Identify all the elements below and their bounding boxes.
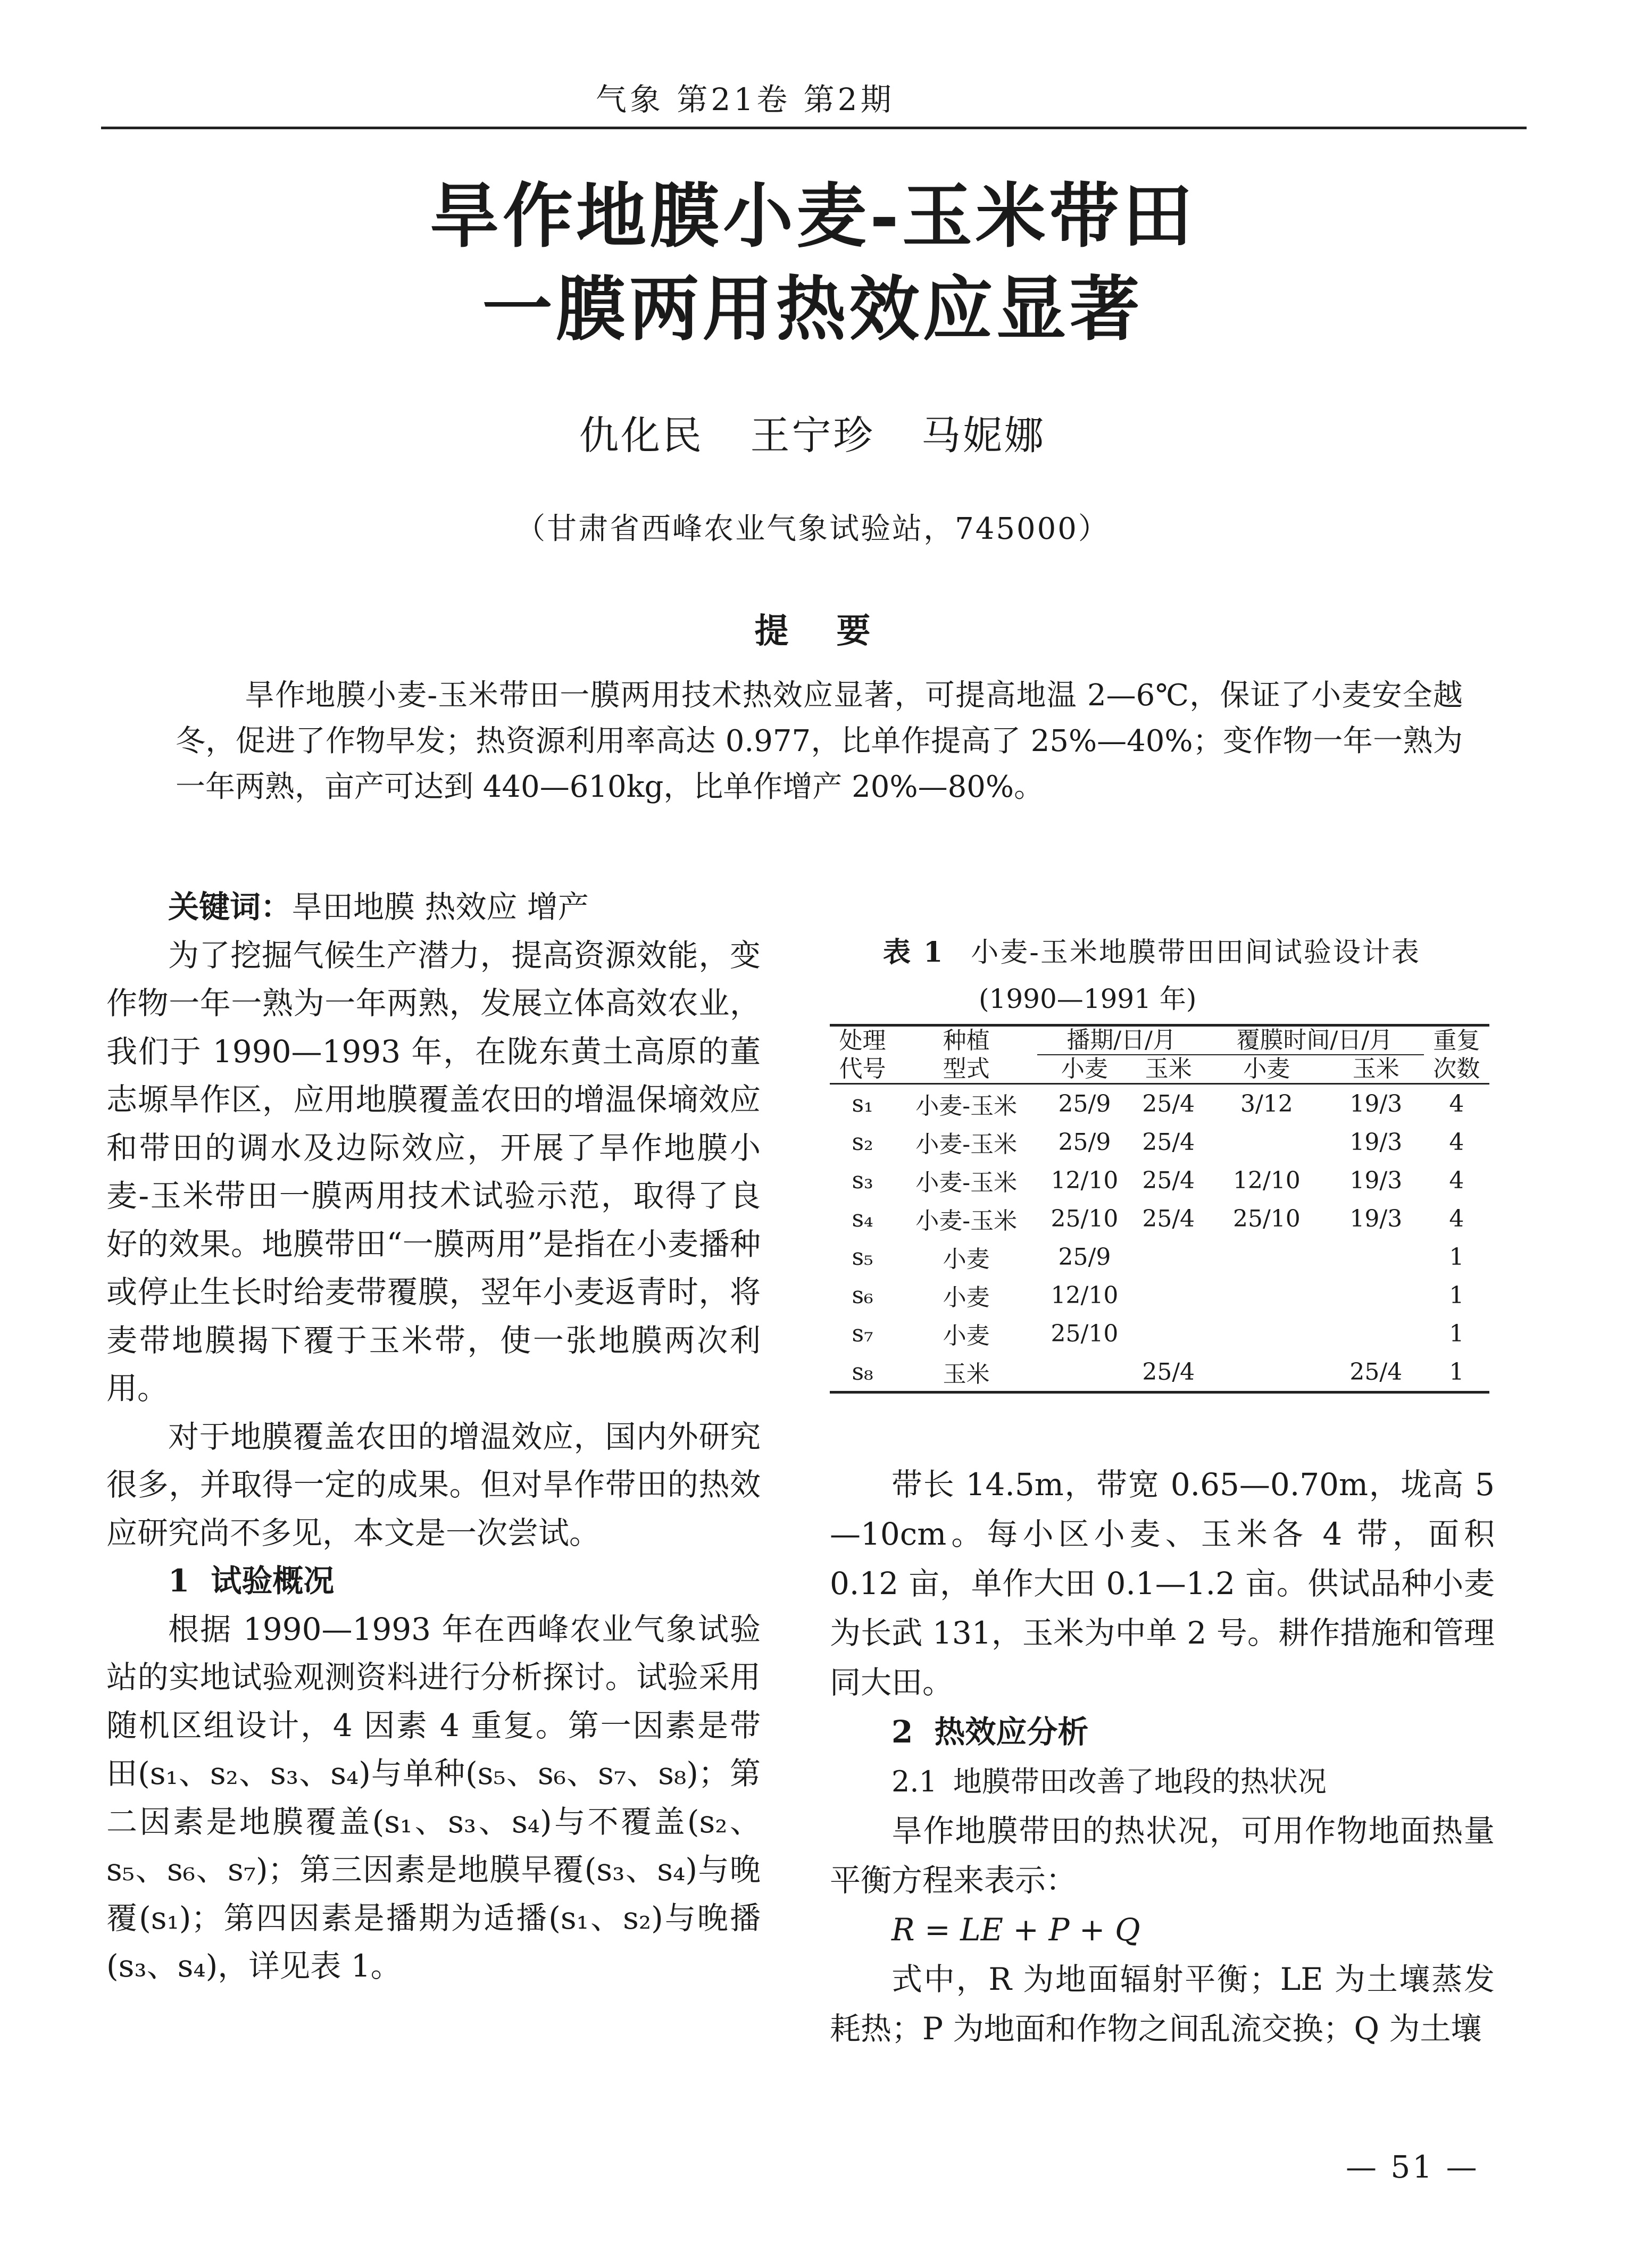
- cell-code: s₃: [852, 1166, 873, 1194]
- table-number: 表 1: [883, 936, 945, 969]
- title-line-1: 旱作地膜小麦-玉米带田: [429, 175, 1196, 257]
- table-header-row-2: [830, 1055, 1489, 1084]
- section-2-heading: [830, 1707, 1495, 1757]
- cell-reps: 1: [1424, 1353, 1489, 1393]
- abstract-heading: 提要: [754, 611, 919, 651]
- cell-type: 小麦-玉米: [915, 1207, 1018, 1235]
- heat-balance-intro: 旱作地膜带田的热状况，可用作物地面热量平衡方程来表示：: [830, 1813, 1495, 1898]
- keywords: 旱田地膜 热效应 增产: [291, 889, 589, 925]
- cell-reps: 4: [1449, 1128, 1464, 1156]
- section-1-paragraph: 根据 1990—1993 年在西峰农业气象试验站的实地试验观测资料进行分析探讨。试验采用随机区组设计，4 因素 4 重复。第一因素是带田(s₁、s₂、s₃、s₄)与单种(s₅、s₆、s₇、s₈)；第二因素是地膜覆盖(s₁、s₃、s₄)与不覆盖(s₂、s₅、s₆、s₇)；第三因素是地膜早覆(s₃、s₄)与晚覆(s₁)；第四因素是播期为适播(s₁、s₂)与晚播(s₃、s₄)，详见表 1。: [106, 1611, 761, 1984]
- cell-cover-wheat: 3/12: [1240, 1090, 1293, 1118]
- cell-reps: 1: [1449, 1243, 1464, 1271]
- header-reps-2: 次数: [1424, 1055, 1489, 1084]
- heat-balance-equation: R = LE + P + Q: [891, 1912, 1140, 1948]
- cell-cover-maize: [1328, 1276, 1424, 1314]
- table-row: [830, 1161, 1489, 1199]
- header-sow-maize: 玉米: [1132, 1055, 1205, 1084]
- cell-type: 小麦: [943, 1246, 990, 1273]
- cell-code: s₈: [830, 1353, 895, 1393]
- section-1-title: 试验概况: [211, 1563, 335, 1599]
- header-rule: [101, 127, 1527, 129]
- header-mulching-date: 覆膜时间/日/月: [1205, 1025, 1424, 1055]
- cell-cover-wheat: [1205, 1276, 1328, 1314]
- cell-code: s₅: [852, 1243, 873, 1271]
- design-table: [830, 1024, 1489, 1394]
- cell-cover-maize: 25/4: [1328, 1353, 1424, 1393]
- header-type-2: 型式: [895, 1055, 1037, 1084]
- table-row: [830, 1353, 1489, 1393]
- subsection-2-1-heading: [830, 1757, 1495, 1806]
- cell-reps: 4: [1449, 1205, 1464, 1232]
- cell-type: 小麦-玉米: [915, 1131, 1018, 1158]
- page-number: — 51 —: [1346, 2149, 1479, 2185]
- keywords-label: 关键词：: [168, 889, 292, 925]
- cell-cover-wheat: [1205, 1123, 1328, 1161]
- cell-sow-maize: 25/4: [1132, 1353, 1205, 1393]
- cell-sow-maize: 25/4: [1142, 1090, 1195, 1118]
- cell-sow-maize: [1132, 1238, 1205, 1276]
- table-year-range: (1990—1991 年): [979, 983, 1197, 1014]
- affiliation: （甘肃省西峰农业气象试验站，745000）: [515, 512, 1110, 546]
- cell-cover-wheat: [1205, 1314, 1328, 1353]
- cell-code: s₆: [852, 1281, 873, 1309]
- cell-cover-maize: [1328, 1314, 1424, 1353]
- header-code-2: 代号: [830, 1055, 895, 1084]
- cell-code: s₁: [852, 1090, 873, 1118]
- intro-paragraph-1: 为了挖掘气候生产潜力，提高资源效能，变作物一年一熟为一年两熟，发展立体高效农业，我们于 1990—1993 年，在陇东黄土高原的董志塬旱作区，应用地膜覆盖农田的增温保墒效应和带田的调水及边际效应，开展了旱作地膜小麦-玉米带田一膜两用技术试验示范，取得了良好的效果。地膜带田“一膜两用”是指在小麦播种或停止生长时给麦带覆膜，翌年小麦返青时，将麦带地膜揭下覆于玉米带，使一张地膜两次利用。: [106, 937, 761, 1406]
- cell-sow-maize: 25/4: [1142, 1205, 1195, 1232]
- table-row: [830, 1276, 1489, 1314]
- cell-type: 小麦: [943, 1322, 990, 1349]
- running-head: 气象 第21卷 第2期: [596, 81, 895, 118]
- cell-sow-wheat: 12/10: [1051, 1281, 1119, 1309]
- cell-cover-maize: 19/3: [1349, 1090, 1403, 1118]
- cell-type: 小麦-玉米: [915, 1169, 1018, 1196]
- header-sow-wheat: 小麦: [1037, 1055, 1131, 1084]
- plot-description: 带长 14.5m，带宽 0.65—0.70m，垅高 5—10cm。每小区小麦、玉米各 4 带，面积 0.12 亩，单作大田 0.1—1.2 亩。供试品种小麦为长武 131，玉米为中单 2 号。耕作措施和管理同大田。: [830, 1466, 1495, 1700]
- cell-sow-maize: [1132, 1276, 1205, 1314]
- title-line-2: 一膜两用热效应显著: [482, 268, 1143, 351]
- table-row: [830, 1314, 1489, 1353]
- intro-paragraph-2: 对于地膜覆盖农田的增温效应，国内外研究很多，并取得一定的成果。但对旱作带田的热效应研究尚不多见，本文是一次尝试。: [106, 1418, 761, 1551]
- table-header-row-1: [830, 1025, 1489, 1055]
- subsection-2-1-number: 2.1: [891, 1765, 937, 1798]
- cell-sow-wheat: 25/9: [1058, 1090, 1111, 1118]
- cell-cover-maize: 19/3: [1349, 1128, 1403, 1156]
- cell-reps: 1: [1449, 1320, 1464, 1347]
- right-column: [830, 1460, 1495, 2054]
- keywords-line: [106, 883, 761, 931]
- authors: 仇化民 王宁珍 马妮娜: [579, 413, 1046, 458]
- cell-cover-maize: 19/3: [1349, 1166, 1403, 1194]
- table-row: [830, 1123, 1489, 1161]
- cell-code: s₄: [852, 1205, 873, 1232]
- header-cover-maize: 玉米: [1328, 1055, 1424, 1084]
- cell-sow-wheat: 25/10: [1051, 1205, 1119, 1232]
- header-reps-1: 重复: [1433, 1027, 1480, 1054]
- cell-cover-maize: 19/3: [1349, 1205, 1403, 1232]
- left-column: [106, 883, 761, 1990]
- subsection-2-1-title: 地膜带田改善了地段的热状况: [953, 1765, 1327, 1798]
- cell-sow-wheat: 25/10: [1051, 1320, 1119, 1347]
- cell-type: 小麦: [943, 1284, 990, 1311]
- section-2-number: 2: [891, 1714, 913, 1750]
- header-sowing-date: 播期/日/月: [1037, 1025, 1205, 1055]
- section-2-title: 热效应分析: [934, 1714, 1089, 1750]
- cell-reps: 4: [1449, 1166, 1464, 1194]
- cell-cover-maize: [1328, 1238, 1424, 1276]
- equation-explanation: 式中，R 为地面辐射平衡；LE 为土壤蒸发耗热；P 为地面和作物之间乱流交换；Q 为土壤: [830, 1961, 1495, 2047]
- section-1-number: 1: [168, 1563, 190, 1599]
- cell-sow-wheat: 25/9: [1058, 1243, 1111, 1271]
- cell-cover-wheat: [1205, 1238, 1328, 1276]
- cell-sow-wheat: [1037, 1353, 1131, 1393]
- abstract-text: 旱作地膜小麦-玉米带田一膜两用技术热效应显著，可提高地温 2—6℃，保证了小麦安全越冬，促进了作物早发；热资源利用率高达 0.977，比单作提高了 25%—40%；变作物一年一熟为一年两熟，亩产可达到 440—610kg，比单作增产 20%—80%。: [176, 678, 1463, 804]
- header-type-1: 种植: [943, 1027, 990, 1054]
- cell-cover-wheat: 25/10: [1232, 1205, 1301, 1232]
- table-row: [830, 1199, 1489, 1238]
- cell-reps: 4: [1449, 1090, 1464, 1118]
- cell-sow-wheat: 12/10: [1051, 1166, 1119, 1194]
- header-cover-wheat: 小麦: [1205, 1055, 1328, 1084]
- cell-code: s₂: [852, 1128, 873, 1156]
- table-row: [830, 1238, 1489, 1276]
- cell-cover-wheat: [1205, 1353, 1328, 1393]
- cell-code: s₇: [852, 1320, 873, 1347]
- cell-sow-maize: [1132, 1314, 1205, 1353]
- section-1-heading: [106, 1557, 761, 1605]
- cell-type: 玉米: [895, 1353, 1037, 1393]
- cell-sow-maize: 25/4: [1142, 1166, 1195, 1194]
- table-title: 小麦-玉米地膜带田田间试验设计表: [971, 937, 1421, 969]
- cell-cover-wheat: 12/10: [1232, 1166, 1301, 1194]
- cell-type: 小麦-玉米: [915, 1093, 1018, 1120]
- cell-sow-maize: 25/4: [1142, 1128, 1195, 1156]
- cell-sow-wheat: 25/9: [1058, 1128, 1111, 1156]
- header-code-1: 处理: [839, 1027, 886, 1054]
- table-caption: [883, 930, 1421, 970]
- table-row: [830, 1084, 1489, 1123]
- cell-reps: 1: [1449, 1281, 1464, 1309]
